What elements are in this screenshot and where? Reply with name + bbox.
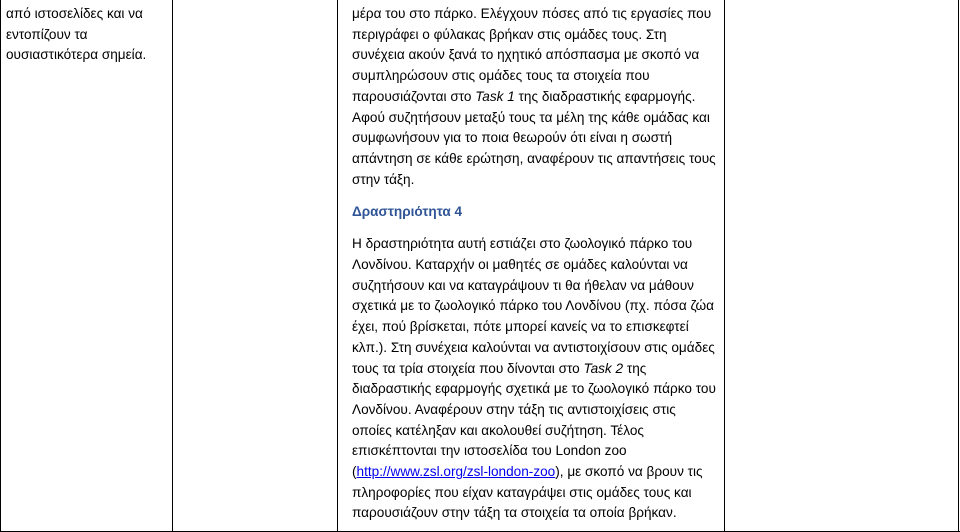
table-border-col2 xyxy=(337,0,338,532)
text-line: διαδραστικής εφαρμογής σχετικά με το ζωολογικό πάρκο του xyxy=(352,381,716,397)
text-line: τους τα τρία στοιχεία που δίνονται στο Task 2 της xyxy=(352,360,647,376)
text-line: εντοπίζουν τα xyxy=(6,26,88,42)
text-line: επισκέπτονται την ιστοσελίδα του London zoo xyxy=(352,443,627,459)
text-line: Η δραστηριότητα αυτή εστιάζει στο ζωολογικό πάρκο του xyxy=(352,236,693,252)
text-line: Λονδίνου. Αναφέρουν στην τάξη τις αντιστοιχίσεις στις xyxy=(352,401,676,417)
activity-4-heading: Δραστηριότητα 4 xyxy=(352,204,463,220)
table-border-left xyxy=(0,0,1,532)
text-line: ουσιαστικότερα σημεία. xyxy=(6,47,147,63)
paragraph-activity-4 xyxy=(352,234,716,524)
text-line: κλπ.). Στη συνέχεια καλούνται να αντιστοιχίσουν στις ομάδες xyxy=(352,339,715,355)
text-line: απάντηση σε κάθε ερώτηση, αναφέρουν τις απαντήσεις τους xyxy=(352,150,716,166)
text-line: στην τάξη. xyxy=(352,171,415,187)
text-line: Λονδίνου. Καταρχήν οι μαθητές σε ομάδες καλούνται να xyxy=(352,257,688,273)
task-reference: Task 2 xyxy=(583,360,624,376)
text-line: συνέχεια ακούν ξανά το ηχητικό απόσπασμα με σκοπό να xyxy=(352,47,700,63)
text-line: από ιστοσελίδες και να xyxy=(6,6,143,21)
text-line: συμφωνήσουν για το ποια θεωρούν ότι είναι η σωστή xyxy=(352,130,673,146)
task-reference: Task 1 xyxy=(475,88,515,104)
text-line: περιγράφει ο φύλακας βρήκαν στις ομάδες τους. Στη xyxy=(352,26,667,42)
text-line: έχει, πού βρίσκεται, πότε μπορεί κανείς να το επισκεφτεί xyxy=(352,319,689,335)
text-line: συζητήσουν και να καταγράψουν τι θα ήθελαν να μάθουν xyxy=(352,277,694,293)
london-zoo-link[interactable]: http://www.zsl.org/zsl-london-zoo xyxy=(356,464,556,480)
text-line: συμπληρώσουν στις ομάδες τους τα στοιχεία που xyxy=(352,68,650,84)
text-line: παρουσιάζονται στο Task 1 της διαδραστικής εφαρμογής. xyxy=(352,88,696,104)
text-line: πληροφορίες που είχαν καταγράψει στις ομάδες τους και xyxy=(352,484,692,500)
text-line: (http://www.zsl.org/zsl-london-zoo), με σκοπό να βρουν τις xyxy=(352,464,703,480)
text-line: οποίες κατέληξαν και ακολουθεί συζήτηση. Τέλος xyxy=(352,422,644,438)
text-line: μέρα του στο πάρκο. Ελέγχουν πόσες από τις εργασίες που xyxy=(352,6,712,21)
text-line: σχετικά με το ζωολογικό πάρκο του Λονδίνου (πχ. πόσα ζώα xyxy=(352,298,715,314)
paragraph-activity-3 xyxy=(352,4,716,190)
text-line: παρουσιάζουν στην τάξη τα στοιχεία τα οποία βρήκαν. xyxy=(352,505,677,521)
main-cell xyxy=(352,4,716,524)
table-border-col1 xyxy=(172,0,173,532)
table-border-col3 xyxy=(724,0,725,532)
left-cell-text xyxy=(6,4,146,66)
text-line: Αφού συζητήσουν μεταξύ τους τα μέλη της κάθε ομάδας και xyxy=(352,109,710,125)
table-border-right xyxy=(958,0,959,532)
